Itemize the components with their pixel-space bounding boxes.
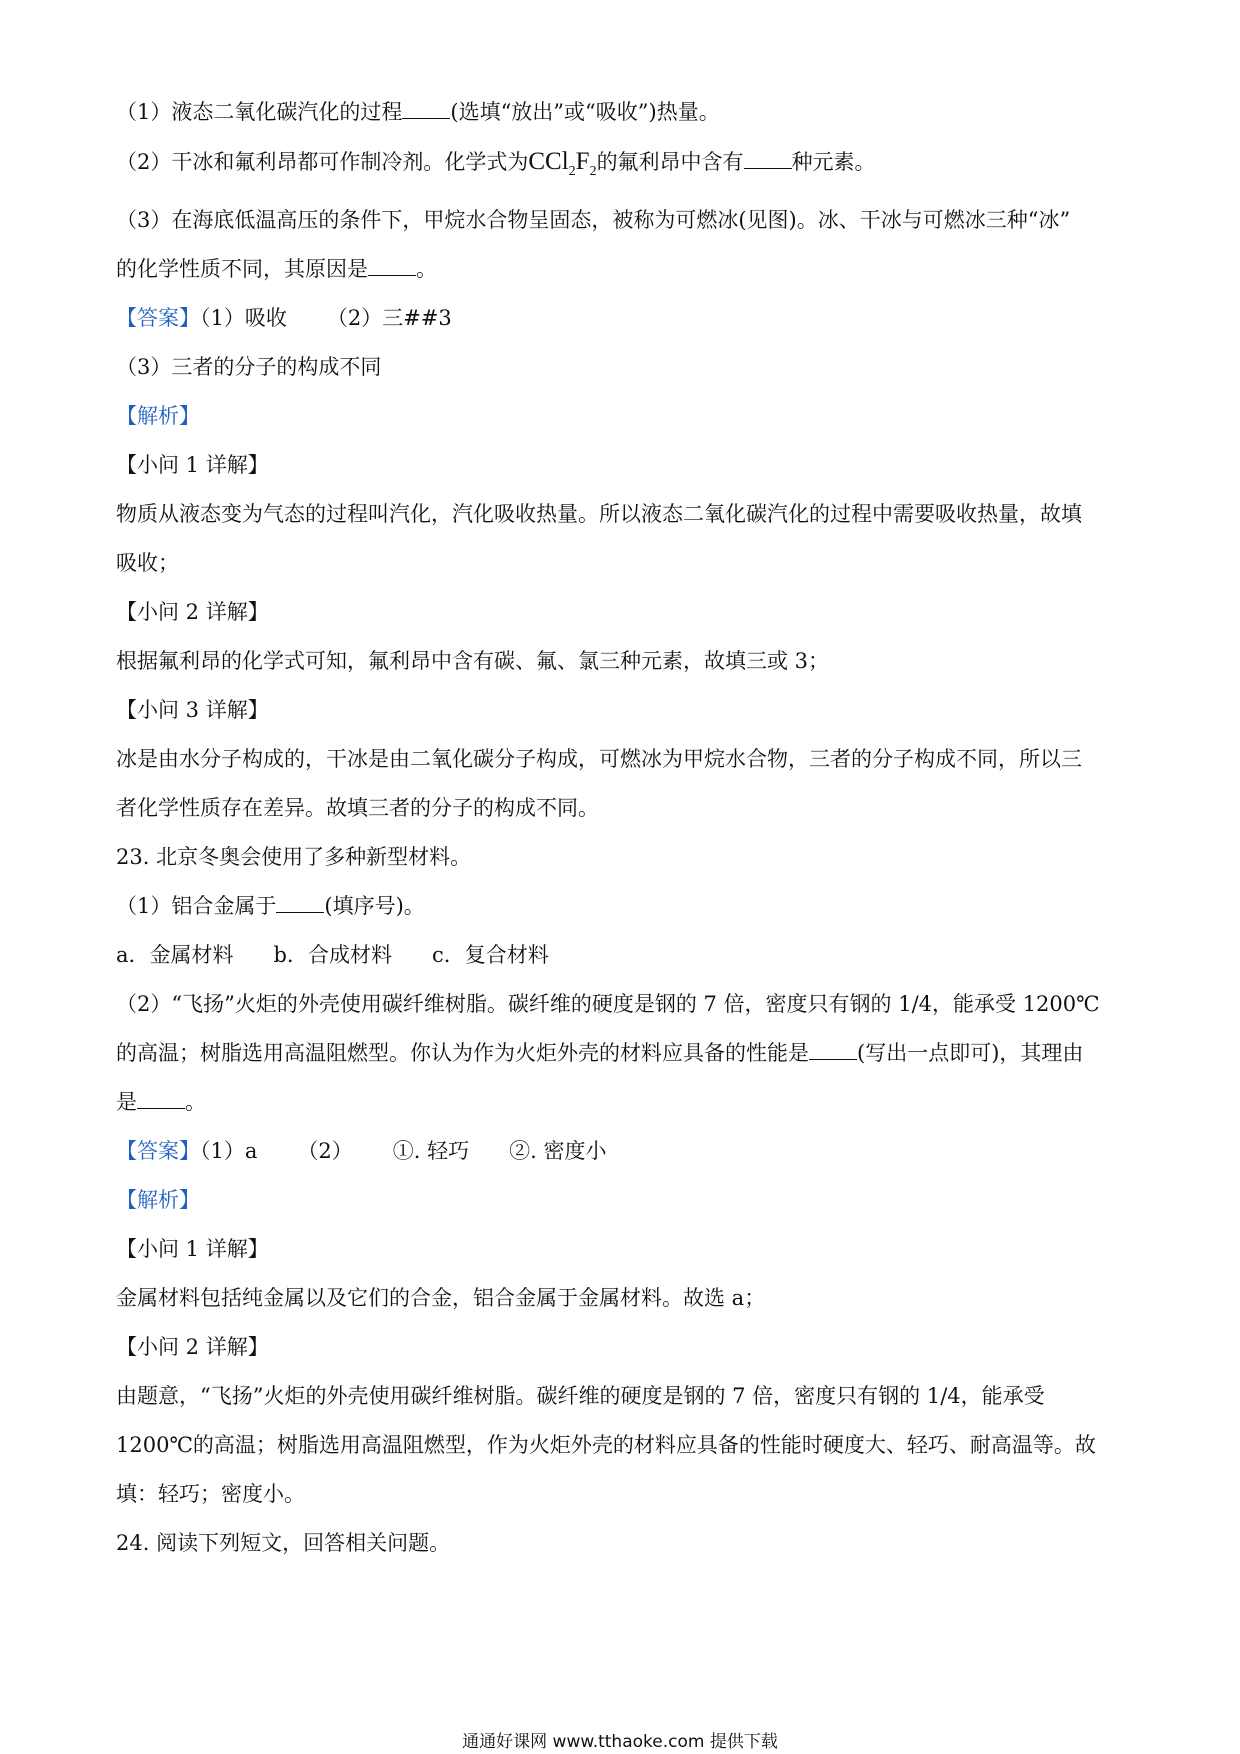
option-b: b．合成材料 bbox=[273, 943, 392, 967]
q23-sub2-line3: 是 。 bbox=[116, 1090, 206, 1114]
answer-blank bbox=[809, 1039, 857, 1060]
q24-stem: 24. 阅读下列短文，回答相关问题。 bbox=[116, 1531, 451, 1555]
q22-detail-3-line2: 者化学性质存在差异。故填三者的分子的构成不同。 bbox=[116, 796, 599, 820]
q23-analysis-tag: 【解析】 bbox=[116, 1188, 200, 1212]
q22-detail-3-line1: 冰是由水分子构成的，干冰是由二氧化碳分子构成，可燃冰为甲烷水合物，三者的分子构成不同，所以三 bbox=[116, 747, 1082, 771]
q22-answer: 【答案】（1）吸收 （2）三##3 bbox=[116, 306, 452, 330]
q23-options bbox=[116, 941, 1136, 970]
q23-stem: 23. 北京冬奥会使用了多种新型材料。 bbox=[116, 845, 472, 869]
q22-detail-1-line2: 吸收； bbox=[116, 551, 179, 575]
answer-blank bbox=[744, 148, 792, 169]
q22-detail-2-line1: 根据氟利昂的化学式可知，氟利昂中含有碳、氟、氯三种元素，故填三或 3； bbox=[116, 649, 830, 673]
answer-tag: 【答案】 bbox=[116, 306, 200, 330]
q22-sub2: （2）干冰和氟利昂都可作制冷剂。化学式为$CCl_2F_2$的氟利昂中含有 种元素。 bbox=[116, 148, 876, 179]
q23-detail-2-line1: 由题意，“飞扬”火炬的外壳使用碳纤维树脂。碳纤维的硬度是钢的 7 倍，密度只有钢的 1/4，能承受 bbox=[116, 1384, 1045, 1408]
page-footer: 通通好课网 www.tthaoke.com 提供下载 bbox=[462, 1732, 778, 1752]
q22-sub3-line2: 的化学性质不同，其原因是 。 bbox=[116, 257, 437, 281]
q22-detail-3-heading: 【小问 3 详解】 bbox=[116, 698, 269, 722]
q22-answer-3: （3）三者的分子的构成不同 bbox=[116, 355, 382, 379]
q23-answer: 【答案】（1）a （2） ①. 轻巧 ②. 密度小 bbox=[116, 1139, 607, 1163]
q23-sub2-line2: 的高温；树脂选用高温阻燃型。你认为作为火炬外壳的材料应具备的性能是 (写出一点即可)，其理由 bbox=[116, 1041, 1084, 1065]
q22-detail-1-heading: 【小问 1 详解】 bbox=[116, 453, 269, 477]
answer-blank bbox=[276, 892, 324, 913]
q23-detail-1-line1: 金属材料包括纯金属以及它们的合金，铝合金属于金属材料。故选 a； bbox=[116, 1286, 766, 1310]
answer-blank bbox=[402, 98, 450, 119]
q22-analysis-tag: 【解析】 bbox=[116, 404, 200, 428]
answer-tag: 【答案】 bbox=[116, 1139, 200, 1163]
answer-blank bbox=[137, 1088, 185, 1109]
chemical-formula: $CCl_2F_2$ bbox=[528, 148, 597, 179]
q23-detail-2-line3: 填：轻巧；密度小。 bbox=[116, 1482, 305, 1506]
q23-detail-1-heading: 【小问 1 详解】 bbox=[116, 1237, 269, 1261]
answer-blank bbox=[368, 255, 416, 276]
q22-detail-1-line1: 物质从液态变为气态的过程叫汽化，汽化吸收热量。所以液态二氧化碳汽化的过程中需要吸收热量，故填 bbox=[116, 502, 1082, 526]
q23-detail-2-line2: 1200℃的高温；树脂选用高温阻燃型，作为火炬外壳的材料应具备的性能时硬度大、轻巧、耐高温等。故 bbox=[116, 1433, 1096, 1457]
q23-sub1: （1）铝合金属于 (填序号)。 bbox=[116, 894, 425, 918]
q22-sub1: （1）液态二氧化碳汽化的过程 (选填“放出”或“吸收”)热量。 bbox=[116, 100, 720, 124]
q22-detail-2-heading: 【小问 2 详解】 bbox=[116, 600, 269, 624]
q23-detail-2-heading: 【小问 2 详解】 bbox=[116, 1335, 269, 1359]
document-body bbox=[116, 98, 1136, 1578]
q23-sub2-line1: （2）“飞扬”火炬的外壳使用碳纤维树脂。碳纤维的硬度是钢的 7 倍，密度只有钢的 1/4，能承受 1200℃ bbox=[116, 992, 1100, 1016]
q22-sub3-line1: （3）在海底低温高压的条件下，甲烷水合物呈固态，被称为可燃冰(见图)。冰、干冰与可燃冰三种“冰” bbox=[116, 208, 1071, 232]
option-a: a．金属材料 bbox=[116, 943, 234, 967]
option-c: c．复合材料 bbox=[431, 943, 549, 967]
